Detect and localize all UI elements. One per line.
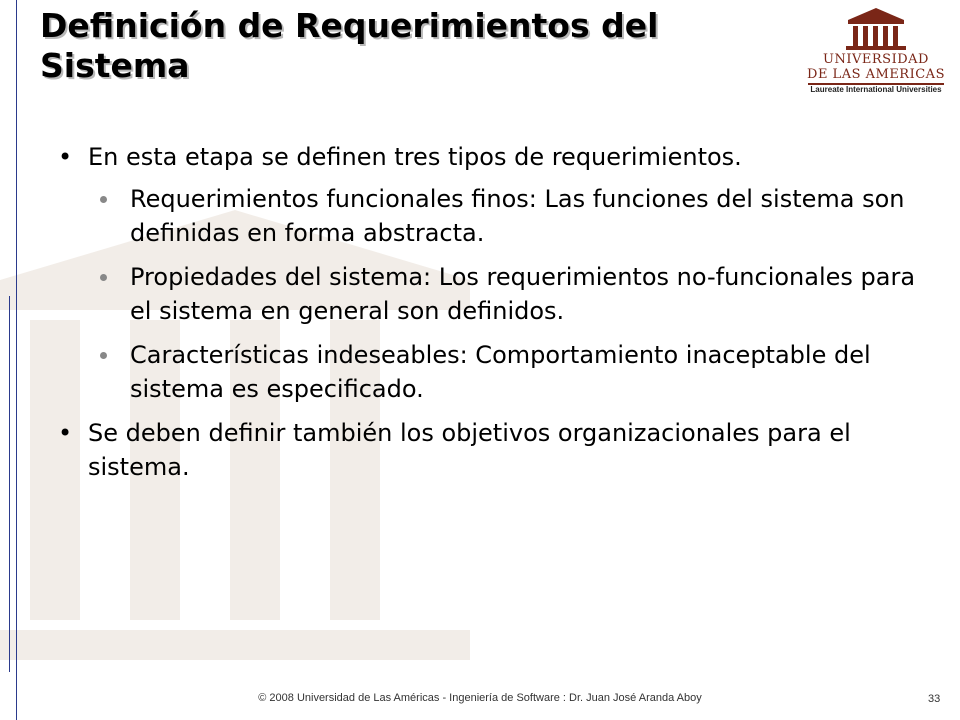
- slide-title-line2: Sistema: [40, 46, 190, 85]
- bullet-item: [50, 140, 920, 174]
- sub-bullet-text: Propiedades del sistema: Los requerimientos no-funcionales para el sistema en general son definidos.: [130, 263, 916, 325]
- sub-bullet-dot-icon: [100, 274, 107, 281]
- sub-bullet-item: [50, 338, 920, 406]
- footer-copyright: © 2008 Universidad de Las Américas - Ingeniería de Software : Dr. Juan José Aranda Aboy: [258, 692, 702, 704]
- page-number: 33: [928, 693, 941, 705]
- bullet-text: En esta etapa se definen tres tipos de requerimientos.: [88, 143, 742, 171]
- left-border-line-secondary: [9, 296, 10, 672]
- logo-text-laureate: Laureate International Universities: [810, 85, 942, 94]
- building-logo-icon: [800, 6, 952, 52]
- sub-bullet-dot-icon: [100, 352, 107, 359]
- bullet-text: Se deben definir también los objetivos organizacionales para el sistema.: [88, 419, 851, 481]
- sub-bullet-item: [50, 260, 920, 328]
- slide-title: [40, 6, 800, 86]
- university-logo: [800, 6, 952, 98]
- bullet-dot-icon: •: [58, 143, 73, 171]
- sub-bullet-text: Características indeseables: Comportamiento inaceptable del sistema es especificado.: [130, 341, 871, 403]
- sub-bullet-item: [50, 182, 920, 250]
- left-border-line: [16, 0, 17, 720]
- sub-bullet-dot-icon: [100, 196, 107, 203]
- bullet-item: [50, 416, 920, 484]
- bullet-dot-icon: •: [58, 419, 73, 447]
- slide-content: [50, 140, 920, 492]
- slide-title-line1: Definición de Requerimientos del: [40, 6, 659, 45]
- logo-text-universidad: UNIVERSIDAD: [823, 52, 929, 67]
- sub-bullet-text: Requerimientos funcionales finos: Las funciones del sistema son definidas en forma abstracta.: [130, 185, 905, 247]
- logo-text-de-las-americas: DE LAS AMERICAS: [807, 67, 945, 82]
